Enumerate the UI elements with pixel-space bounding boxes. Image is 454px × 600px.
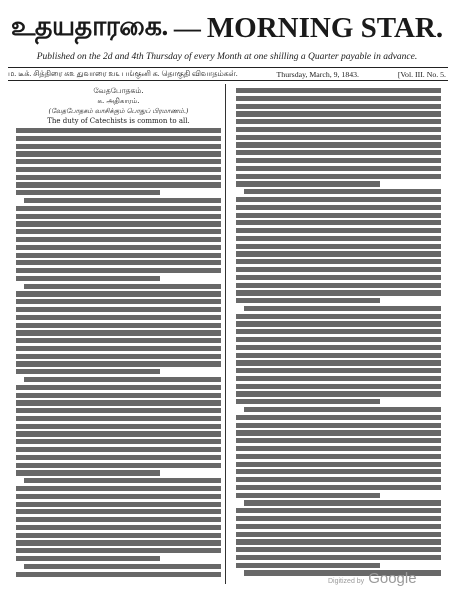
text-line <box>16 525 221 530</box>
text-line <box>236 563 380 568</box>
text-line <box>236 275 441 280</box>
text-line <box>236 127 441 132</box>
text-line <box>16 416 221 421</box>
text-line <box>236 485 441 490</box>
text-line <box>236 329 441 334</box>
text-line <box>236 96 441 101</box>
left-body-text <box>16 128 221 577</box>
text-line <box>16 128 221 133</box>
text-line <box>236 477 441 482</box>
text-line <box>16 400 221 405</box>
text-line <box>24 284 221 289</box>
article-english-caption: The duty of Catechists is common to all. <box>47 117 190 125</box>
text-line <box>236 469 441 474</box>
text-line <box>16 361 221 366</box>
text-line <box>16 245 221 250</box>
text-line <box>236 415 441 420</box>
masthead <box>0 10 454 46</box>
text-line <box>236 150 441 155</box>
text-line <box>16 182 221 187</box>
text-line <box>236 166 441 171</box>
text-line <box>16 494 221 499</box>
text-line <box>236 298 380 303</box>
text-line <box>236 290 441 295</box>
text-line <box>236 135 441 140</box>
text-line <box>236 142 441 147</box>
text-line <box>236 423 441 428</box>
text-line <box>236 267 441 272</box>
text-line <box>16 424 221 429</box>
text-line <box>236 181 380 186</box>
dateline-tamil: ம. டீக். சித்திரை சு௨ துவாரை ௨௩ பங்குனி க. தொகுதி விவாதம்கள். <box>8 69 238 78</box>
text-line <box>16 502 221 507</box>
text-line <box>236 539 441 544</box>
text-line <box>236 547 441 552</box>
text-line <box>244 407 441 412</box>
text-line <box>236 360 441 365</box>
text-line <box>16 151 221 156</box>
text-line <box>236 384 441 389</box>
text-line <box>236 353 441 358</box>
right-column <box>236 86 441 578</box>
text-line <box>16 408 221 413</box>
text-line <box>236 119 441 124</box>
text-line <box>16 470 160 475</box>
text-line <box>16 206 221 211</box>
article-title: க. அதிகாரம். <box>97 97 140 105</box>
text-line <box>16 159 221 164</box>
text-line <box>16 572 221 577</box>
bottom-rule <box>8 80 448 81</box>
article-heading <box>16 86 221 126</box>
text-line <box>16 431 221 436</box>
text-line <box>16 237 221 242</box>
text-line <box>24 564 221 569</box>
text-line <box>236 508 441 513</box>
text-line <box>24 377 221 382</box>
text-line <box>16 338 221 343</box>
text-line <box>236 283 441 288</box>
text-line <box>16 447 221 452</box>
text-line <box>16 276 160 281</box>
text-line <box>16 144 221 149</box>
text-line <box>236 516 441 521</box>
text-line <box>16 533 221 538</box>
text-line <box>236 345 441 350</box>
text-line <box>16 346 221 351</box>
google-logo: Google <box>368 570 417 587</box>
text-line <box>16 463 221 468</box>
dateline-volume: [Vol. III. No. 5. <box>397 69 446 79</box>
masthead-separator: — <box>173 12 201 43</box>
text-line <box>236 244 441 249</box>
text-line <box>236 399 380 404</box>
text-line <box>236 430 441 435</box>
text-line <box>244 189 441 194</box>
text-line <box>236 454 441 459</box>
text-line <box>236 446 441 451</box>
text-line <box>236 391 441 396</box>
text-line <box>236 321 441 326</box>
text-line <box>16 385 221 390</box>
text-line <box>16 330 221 335</box>
dateline-date: Thursday, March, 9, 1843. <box>276 69 359 79</box>
text-line <box>24 478 221 483</box>
text-line <box>236 438 441 443</box>
text-line <box>236 532 441 537</box>
text-line <box>16 291 221 296</box>
text-line <box>16 354 221 359</box>
text-line <box>236 104 441 109</box>
text-line <box>16 268 221 273</box>
article-section: வேதபோதகம். <box>93 86 144 95</box>
text-line <box>16 486 221 491</box>
text-line <box>16 253 221 258</box>
text-line <box>236 213 441 218</box>
text-line <box>236 314 441 319</box>
text-line <box>16 167 221 172</box>
text-line <box>16 369 160 374</box>
text-line <box>244 500 441 505</box>
google-watermark <box>328 570 417 587</box>
text-line <box>16 229 221 234</box>
subtitle: Published on the 2d and 4th Thursday of every Month at one shilling a Quarter payable in advance. <box>36 52 418 62</box>
text-line <box>16 315 221 320</box>
left-column <box>16 86 221 579</box>
text-line <box>16 260 221 265</box>
text-line <box>16 556 160 561</box>
text-line <box>236 337 441 342</box>
text-line <box>16 393 221 398</box>
text-line <box>236 251 441 256</box>
text-line <box>16 540 221 545</box>
article-subhead: (வேதபோதகம் வாசிக்கும் பொதுப் பிரமாணம்.) <box>48 107 189 115</box>
text-line <box>16 323 221 328</box>
text-line <box>236 236 441 241</box>
dateline <box>0 68 454 80</box>
masthead-tamil-title: உதயதாரகை. <box>10 10 168 41</box>
right-body-text <box>236 88 441 576</box>
text-line <box>244 306 441 311</box>
text-line <box>24 198 221 203</box>
text-line <box>16 439 221 444</box>
text-line <box>16 221 221 226</box>
text-line <box>16 190 160 195</box>
text-line <box>236 111 441 116</box>
watermark-prefix: Digitized by <box>328 578 365 585</box>
text-line <box>16 214 221 219</box>
text-line <box>16 548 221 553</box>
text-line <box>236 197 441 202</box>
text-line <box>236 462 441 467</box>
text-line <box>16 307 221 312</box>
text-line <box>236 205 441 210</box>
masthead-english-title: MORNING STAR. <box>206 11 444 44</box>
text-line <box>236 220 441 225</box>
text-line <box>16 136 221 141</box>
text-line <box>16 455 221 460</box>
text-line <box>236 368 441 373</box>
column-divider <box>225 84 226 584</box>
text-line <box>236 174 441 179</box>
text-line <box>236 228 441 233</box>
text-line <box>236 524 441 529</box>
text-line <box>236 376 441 381</box>
text-line <box>16 517 221 522</box>
text-line <box>16 509 221 514</box>
text-line <box>236 493 380 498</box>
text-line <box>236 158 441 163</box>
text-line <box>16 299 221 304</box>
text-line <box>16 175 221 180</box>
text-line <box>236 555 441 560</box>
text-line <box>236 259 441 264</box>
text-line <box>236 88 441 93</box>
